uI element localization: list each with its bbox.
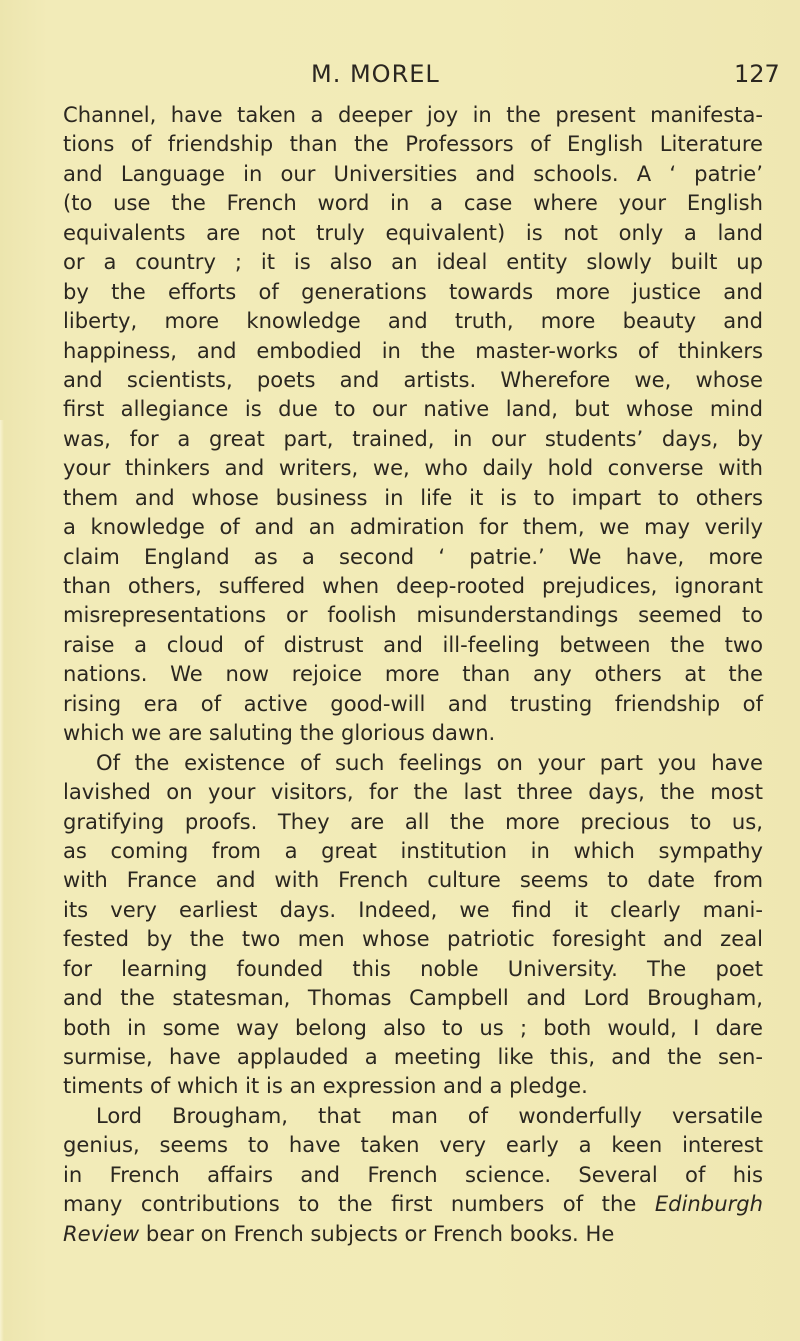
text-segment: lavished on your visitors, for the last three days, the most (63, 779, 763, 805)
text-segment: which we are saluting the glorious dawn. (63, 720, 496, 746)
text-segment: first allegiance is due to our native land, but whose mind (63, 396, 763, 422)
text-segment: a knowledge of and an admiration for them, we may verily (63, 514, 763, 540)
text-line (63, 277, 763, 306)
text-segment: bear on French subjects or French books. He (139, 1220, 615, 1246)
text-line (63, 1189, 763, 1218)
text-segment: your thinkers and writers, we, who daily hold converse with (63, 455, 763, 481)
text-line (63, 424, 763, 453)
text-line (63, 1101, 763, 1130)
text-line (63, 453, 763, 482)
text-segment: misrepresentations or foolish misunderstandings seemed to (63, 602, 763, 628)
text-segment: both in some way belong also to us ; both would, I dare (63, 1014, 763, 1040)
text-segment: for learning founded this noble University. The poet (63, 955, 763, 981)
text-line (63, 247, 763, 276)
text-line (63, 807, 763, 836)
text-line (63, 306, 763, 335)
text-segment: and the statesman, Thomas Campbell and Lord Brougham, (63, 985, 763, 1011)
text-segment: them and whose business in life it is to impart to others (63, 484, 763, 510)
text-line (63, 1071, 763, 1100)
page-header (0, 60, 800, 94)
text-line (63, 865, 763, 894)
text-segment: (to use the French word in a case where your English (63, 190, 763, 216)
text-line (63, 159, 763, 188)
text-segment: liberty, more knowledge and truth, more beauty and (63, 308, 763, 334)
text-line (63, 188, 763, 217)
text-line (63, 689, 763, 718)
text-line (63, 129, 763, 158)
text-line (63, 365, 763, 394)
body-text (63, 100, 763, 1248)
page-number: 127 (734, 60, 780, 88)
text-segment: Channel, have taken a deeper joy in the present manifesta- (63, 102, 763, 127)
text-line (63, 895, 763, 924)
text-segment: and scientists, poets and artists. Wherefore we, whose (63, 366, 763, 392)
text-line (63, 336, 763, 365)
text-line (63, 836, 763, 865)
text-line (63, 571, 763, 600)
text-segment: and Language in our Universities and schools. A ‘ patrie’ (63, 160, 763, 186)
text-line (63, 1042, 763, 1071)
text-segment: equivalents are not truly equivalent) is not only a land (63, 219, 763, 245)
text-segment: as coming from a great institution in which sympathy (63, 837, 763, 863)
text-line (63, 777, 763, 806)
text-line (63, 954, 763, 983)
text-line (63, 659, 763, 688)
text-line (63, 718, 763, 747)
text-line (63, 924, 763, 953)
text-segment: many contributions to the first numbers of the (63, 1191, 655, 1217)
text-line (63, 983, 763, 1012)
italic-title: Edinburgh (654, 1191, 763, 1217)
paragraph (63, 1101, 763, 1248)
paragraph (63, 100, 763, 748)
text-segment: by the efforts of generations towards more justice and (63, 278, 763, 304)
text-segment: rising era of active good-will and trusting friendship of (63, 690, 763, 716)
italic-title: Review (63, 1220, 140, 1246)
paragraph (63, 748, 763, 1101)
text-segment: was, for a great part, trained, in our students’ days, by (63, 425, 763, 451)
text-segment: gratifying proofs. They are all the more precious to us, (63, 808, 763, 834)
text-line (63, 748, 763, 777)
text-line (63, 1130, 763, 1159)
text-line (63, 542, 763, 571)
text-segment: its very earliest days. Indeed, we find it clearly mani- (63, 896, 763, 922)
text-segment: surmise, have applauded a meeting like this, and the sen- (63, 1044, 763, 1069)
text-line (63, 600, 763, 629)
text-segment: claim England as a second ‘ patrie.’ We have, more (63, 543, 763, 569)
text-segment: with France and with French culture seems to date from (63, 867, 763, 893)
text-segment: raise a cloud of distrust and ill-feeling between the two (63, 631, 763, 657)
text-line (63, 1013, 763, 1042)
text-segment: or a country ; it is also an ideal entity slowly built up (63, 249, 763, 275)
page-edge-highlight (0, 420, 4, 1341)
text-line (63, 218, 763, 247)
text-line (63, 1219, 763, 1248)
text-line (63, 394, 763, 423)
running-head: M. MOREL (311, 60, 440, 88)
text-line (63, 483, 763, 512)
text-segment: Of the existence of such feelings on your part you have (96, 749, 763, 775)
text-segment: in French affairs and French science. Several of his (63, 1161, 763, 1187)
text-segment: nations. We now rejoice more than any others at the (63, 661, 763, 687)
text-segment: Lord Brougham, that man of wonderfully versatile (96, 1102, 763, 1128)
text-line (63, 630, 763, 659)
text-segment: tions of friendship than the Professors of English Literature (63, 131, 763, 157)
text-line (63, 1160, 763, 1189)
text-segment: than others, suffered when deep-rooted prejudices, ignorant (63, 573, 763, 598)
text-line (63, 512, 763, 541)
text-segment: happiness, and embodied in the master-works of thinkers (63, 337, 763, 363)
text-segment: timents of which it is an expression and a pledge. (63, 1073, 588, 1099)
text-line (63, 100, 763, 129)
text-segment: fested by the two men whose patriotic foresight and zeal (63, 926, 763, 952)
text-segment: genius, seems to have taken very early a keen interest (63, 1132, 763, 1158)
